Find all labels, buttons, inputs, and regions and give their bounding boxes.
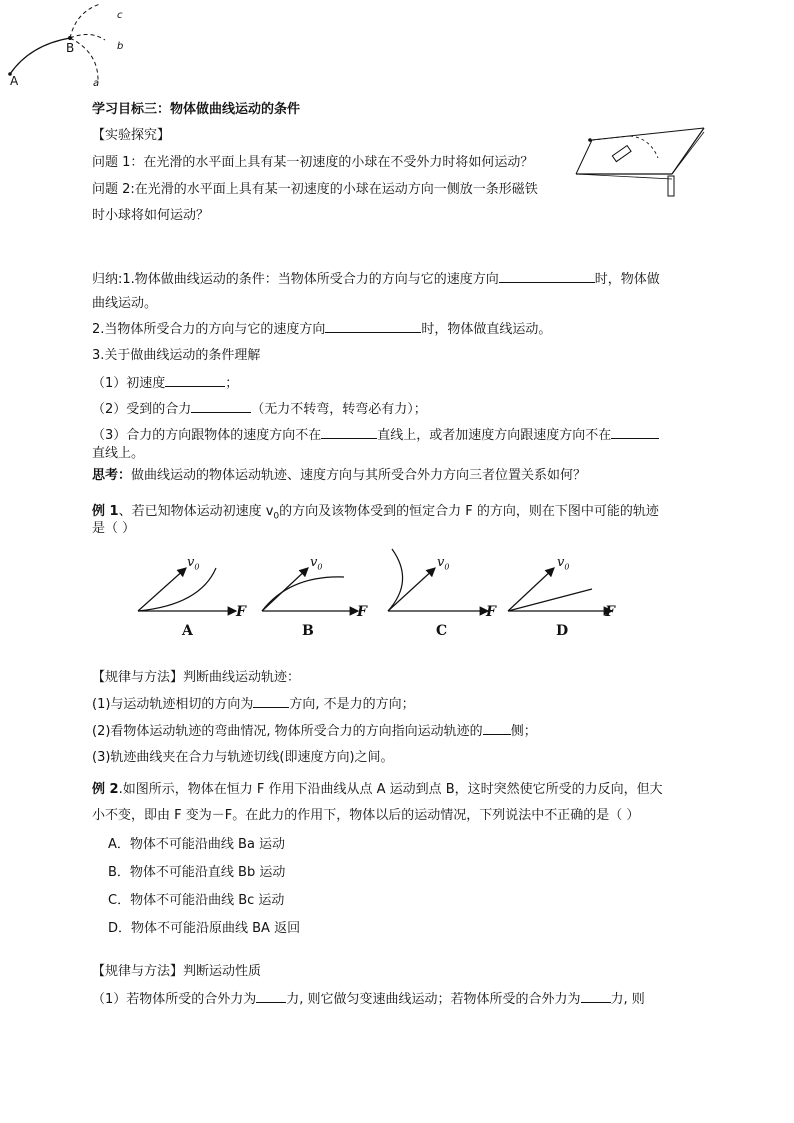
option-b-label: B xyxy=(302,623,314,639)
rules-1-heading: 【规律与方法】判断曲线运动轨迹： xyxy=(92,670,301,685)
option-c-label: C xyxy=(436,623,448,639)
example-2-choice-a: A．物体不可能沿曲线 Ba 运动 xyxy=(108,837,286,852)
branch-a-label: a xyxy=(93,78,100,89)
question-2-line-2: 时小球将如何运动？ xyxy=(92,208,210,223)
option-a-label: A xyxy=(182,623,193,639)
summary-line-5: （2）受到的合力 （无力不转弯，转弯必有力）； xyxy=(92,402,427,417)
rules-1-line-1: (1)与运动轨迹相切的方向为 方向, 不是力的方向； xyxy=(92,697,415,712)
summary-line-1b: 曲线运动。 xyxy=(92,296,158,311)
point-a-label: A xyxy=(10,74,19,88)
blank-2[interactable] xyxy=(325,320,421,333)
point-b-label: B xyxy=(66,41,75,55)
blank-6[interactable] xyxy=(611,426,659,439)
example-1-line-2: 是（ ） xyxy=(92,521,136,536)
example-2-line-1: 例 2.如图所示，物体在恒力 F 作用下沿曲线从点 A 运动到点 B，这时突然使它所受的力反向，但大 xyxy=(92,782,663,797)
summary-line-6b: 直线上。 xyxy=(92,446,145,461)
option-d-label: D xyxy=(556,623,569,639)
experiment-heading: 【实验探究】 xyxy=(92,128,171,143)
branch-b-label: b xyxy=(117,41,124,52)
example-1-line-1: 例 1、若已知物体运动初速度 $v_0$的方向及该物体受到的恒定合力 F 的方向，则在下图中可能的轨迹 xyxy=(92,504,659,522)
fig-d-v0: $v_0$ xyxy=(557,555,570,572)
summary-line-6: （3）合力的方向跟物体的速度方向不在 直线上，或者加速度方向跟速度方向不在 xyxy=(92,426,659,445)
fig-b-v0: $v_0$ xyxy=(310,555,323,572)
section-title: 学习目标三：物体做曲线运动的条件 xyxy=(92,102,301,117)
rules-1-line-2: (2)看物体运动轨迹的弯曲情况, 物体所受合力的方向指向运动轨迹的 侧； xyxy=(92,724,537,739)
example-2-line-2: 小不变，即由 F 变为－F。在此力的作用下，物体以后的运动情况，下列说法中不正确的是（ ） xyxy=(92,808,640,823)
blank-9[interactable] xyxy=(256,990,286,1003)
branch-c-label: c xyxy=(117,10,123,21)
question-2-line-1: 问题 2:在光滑的水平面上具有某一初速度的小球在运动方向一侧放一条形磁铁 xyxy=(92,182,538,197)
rules-2-heading: 【规律与方法】判断运动性质 xyxy=(92,964,262,979)
question-1: 问题 1：在光滑的水平面上具有某一初速度的小球在不受外力时将如何运动？ xyxy=(92,155,534,170)
example-1-figures xyxy=(130,545,630,625)
table-magnet-figure xyxy=(572,124,712,204)
fig-d-f: F xyxy=(605,604,615,620)
summary-line-1: 归纳:1.物体做曲线运动的条件：当物体所受合力的方向与它的速度方向 时，物体做 xyxy=(92,272,660,287)
fig-c-v0: $v_0$ xyxy=(437,555,450,572)
fig-a-v0: $v_0$ xyxy=(187,555,200,572)
example-2-choice-b: B．物体不可能沿直线 Bb 运动 xyxy=(108,865,286,880)
blank-8[interactable] xyxy=(483,722,511,735)
blank-7[interactable] xyxy=(253,695,289,708)
blank-3[interactable] xyxy=(165,374,225,387)
summary-line-4: （1）初速度 ； xyxy=(92,376,239,391)
fig-a-f: F xyxy=(236,604,246,620)
rules-2-line-1: （1）若物体所受的合外力为 力, 则它做匀变速曲线运动；若物体所受的合外力为 力, 则 xyxy=(92,992,645,1007)
fig-c-f: F xyxy=(486,604,496,620)
example-2-choice-d: D．物体不可能沿原曲线 BA 返回 xyxy=(108,921,301,936)
blank-4[interactable] xyxy=(191,400,251,413)
blank-1[interactable] xyxy=(499,270,595,283)
blank-10[interactable] xyxy=(581,990,611,1003)
example-2-choice-c: C．物体不可能沿曲线 Bc 运动 xyxy=(108,893,285,908)
think-line: 思考：做曲线运动的物体运动轨迹、速度方向与其所受合外力方向三者位置关系如何？ xyxy=(92,468,587,483)
summary-line-2: 2.当物体所受合力的方向与它的速度方向 时，物体做直线运动。 xyxy=(92,322,552,337)
fig-b-f: F xyxy=(357,604,367,620)
summary-line-3: 3.关于做曲线运动的条件理解 xyxy=(92,348,261,363)
blank-5[interactable] xyxy=(321,426,377,439)
rules-1-line-3: (3)轨迹曲线夹在合力与轨迹切线(即速度方向)之间。 xyxy=(92,750,394,765)
